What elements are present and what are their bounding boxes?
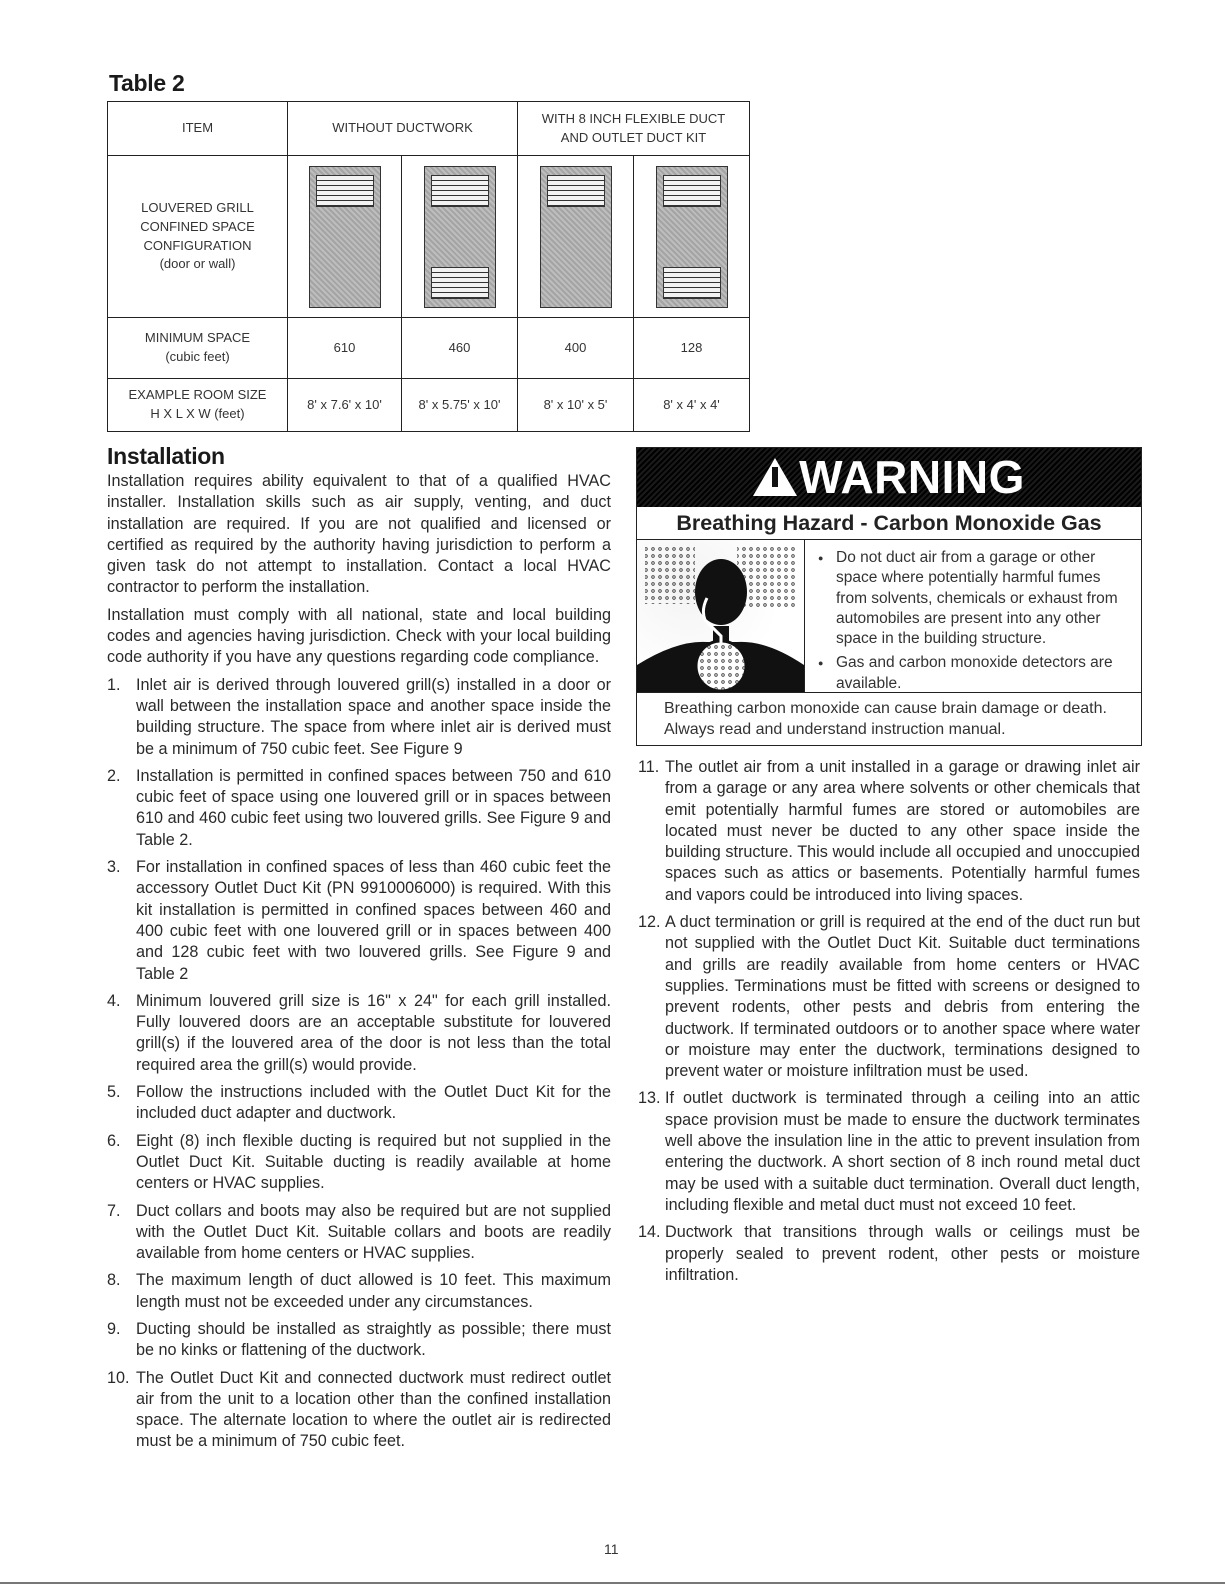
config-one-grill-no-duct [288,156,402,318]
list-item [107,766,611,851]
door-two-grill-icon [424,166,496,308]
min-space-label [108,318,288,379]
list-item [107,1270,611,1313]
header-with-duct-line2: AND OUTLET DUCT KIT [560,129,707,145]
min-space-cell: 460 [402,318,518,379]
installation-paragraph: Installation must comply with all national, state and local building codes and agencies having jurisdiction. Check with your local building code authority if you have any questions regarding code compliance. [107,605,611,667]
door-one-grill-icon [309,166,381,308]
list-number: 1. [107,675,121,694]
list-number: 2. [107,766,121,785]
installation-heading: Installation [107,443,225,469]
list-text: Eight (8) inch flexible ducting is required but not supplied in the Outlet Duct Kit. Suitable ducting is readily available at home centers or HVAC supplies. [136,1131,611,1193]
installation-right-column [638,757,1140,1292]
list-number: 11. [638,758,660,776]
table-header-row [108,102,750,156]
warning-triangle-icon [753,458,797,496]
list-item [107,1082,611,1125]
table-2 [107,101,750,432]
config-label-line: LOUVERED GRILL [141,199,254,215]
example-cell: 8' x 5.75' x 10' [402,379,518,432]
installation-left-column [107,471,611,1459]
config-two-grill-duct [634,156,750,318]
list-number: 3. [107,858,121,877]
list-number: 5. [107,1083,121,1102]
list-number: 9. [107,1319,121,1338]
config-label [108,156,288,318]
list-number: 14. [638,1223,661,1242]
installation-list [107,675,611,1453]
list-number: 13. [638,1089,661,1108]
list-item [107,857,611,985]
hazard-pictogram [637,540,804,692]
list-text: Ducting should be installed as straightly as possible; there must be no kinks or flattening of the ductwork. [136,1319,611,1360]
list-item [107,1368,611,1453]
list-text: Follow the instructions included with the Outlet Duct Kit for the included duct adapter and ductwork. [136,1083,611,1123]
example-label-line: EXAMPLE ROOM SIZE [128,387,267,403]
config-two-grill-no-duct [402,156,518,318]
list-text: The outlet air from a unit installed in a garage or drawing inlet air from a garage or any area where solvents or other chemicals that emit potentially harmful fumes are stored or automobiles are located must never be ducted to any other space inside the building structure. This would include all occupied and unoccupied spaces such as attics or basements. Potentially harmful fumes and vapors could be introduced into living spaces. [665,758,1140,904]
min-space-cell: 128 [634,318,750,379]
min-space-label-line: MINIMUM SPACE [144,330,251,346]
page-bottom-rule [0,1582,1225,1584]
table-min-space-row [108,318,750,379]
list-item [107,675,611,760]
warning-box [636,447,1142,746]
list-item [107,1131,611,1195]
list-number: 7. [107,1201,121,1220]
warning-bullet: ● Gas and carbon monoxide detectors are available. [818,653,1131,694]
list-text: Minimum louvered grill size is 16" x 24" for each grill installed. Fully louvered doors are an acceptable substitute for louvered grill(s) if the louvered area of the door is not less than the total required area the grill(s) would provide. [136,991,611,1074]
config-label-line: CONFINED SPACE [140,218,255,234]
warning-bullet: ● Do not duct air from a garage or other space where potentially harmful fumes from solvents, chemicals or exhaust from automobiles are present into any other space in the building structure. [818,548,1131,649]
door-two-grill-icon [656,166,728,308]
list-number: 4. [107,991,121,1010]
min-space-cell: 610 [288,318,402,379]
table-config-row [108,156,750,318]
example-label-line: H X L X W (feet) [150,406,245,421]
list-number: 10. [107,1368,130,1387]
list-number: 8. [107,1271,121,1290]
min-space-cell: 400 [518,318,634,379]
list-text: The maximum length of duct allowed is 10 feet. This maximum length must not be exceeded under any circumstances. [136,1271,611,1311]
list-item [638,1222,1140,1286]
warning-subtitle: Breathing Hazard - Carbon Monoxide Gas [637,507,1141,540]
list-item [107,991,611,1076]
config-label-line: (door or wall) [159,256,236,272]
example-cell: 8' x 4' x 4' [634,379,750,432]
warning-title: WARNING [799,451,1025,503]
list-text: Duct collars and boots may also be required but are not supplied with the Outlet Duct Kit. Suitable collars and boots are readily available from home centers or HVAC supplies. [136,1201,611,1263]
list-text: Inlet air is derived through louvered grill(s) installed in a door or wall between the installation space and another space inside the building structure. The space from where inlet air is derived must be a minimum of 750 cubic feet. See Figure 9 [136,675,611,758]
header-with-duct-line1: WITH 8 INCH FLEXIBLE DUCT [541,110,726,126]
carbon-monoxide-hazard-icon [637,540,805,692]
installation-paragraph: Installation requires ability equivalent to that of a qualified HVAC installer. Installation skills such as air supply, venting, and duct installation are required. If you are not qualified and licensed or certified as required by the authority having jurisdiction to perform a given task do not attempt to installation. Contact a local HVAC contractor to perform the installation. [107,472,611,597]
list-text: Ductwork that transitions through walls or ceilings must be properly sealed to prevent rodent, other pests or moisture infiltration. [665,1223,1140,1284]
list-item [107,1319,611,1362]
header-item: ITEM [108,102,288,156]
config-one-grill-duct [518,156,634,318]
list-item [638,912,1140,1082]
list-item [638,757,1140,906]
page-number: 11 [604,1541,619,1557]
list-text: For installation in confined spaces of less than 460 cubic feet the accessory Outlet Duct Kit (PN 9910006000) is required. With this kit installation is permitted in confined spaces between 460 and 400 cubic feet with one louvered grill or in spaces between 400 and 128 cubic feet with two louvered grills. See Figure 9 and Table 2 [136,858,611,983]
list-item [638,1088,1140,1216]
warning-footer: Breathing carbon monoxide can cause brain damage or death. Always read and understand instruction manual. [664,700,1107,738]
warning-header [637,448,1141,507]
list-number: 12. [638,913,661,932]
header-with-duct [518,102,750,156]
example-label [108,379,288,432]
list-text: If outlet ductwork is terminated through a ceiling into an attic space provision must be made to ensure the ductwork terminates well above the insulation line in the attic to prevent insulation from entering the ductwork. A short section of 8 inch round metal duct may be used with a suitable duct termination. Overall duct length, including flexible and metal duct must not exceed 10 feet. [665,1089,1140,1214]
list-item [107,1201,611,1265]
table-title: Table 2 [109,70,185,96]
list-text: The Outlet Duct Kit and connected ductwork must redirect outlet air from the unit to a location other than the confined installation space. The alternate location to where the outlet air is redirected must be a minimum of 750 cubic feet. [136,1368,611,1451]
example-cell: 8' x 10' x 5' [518,379,634,432]
config-label-line: CONFIGURATION [143,237,252,253]
list-text: A duct termination or grill is required at the end of the duct run but not supplied with the Outlet Duct Kit. Suitable duct terminations and grills are readily available from home centers or HVAC supplies. Terminations must be fitted with screens or designed to prevent rodents, other pests and debris from entering the ductwork. If terminated outdoors or to another space where water or moisture may enter the ductwork, terminations designed to prevent water or moisture infiltration must be used. [665,913,1140,1081]
door-one-grill-icon [540,166,612,308]
list-text: Installation is permitted in confined spaces between 750 and 610 cubic feet of space using one louvered grill or in spaces between 610 and 460 cubic feet using two louvered grills. See Figure 9 and Table 2. [136,766,611,849]
example-cell: 8' x 7.6' x 10' [288,379,402,432]
min-space-label-line: (cubic feet) [165,349,230,364]
warning-bullets [818,548,1131,698]
installation-list-continued [638,757,1140,1286]
header-without-ductwork: WITHOUT DUCTWORK [288,102,518,156]
warning-body [637,540,1141,693]
table-example-row [108,379,750,432]
list-number: 6. [107,1131,121,1150]
